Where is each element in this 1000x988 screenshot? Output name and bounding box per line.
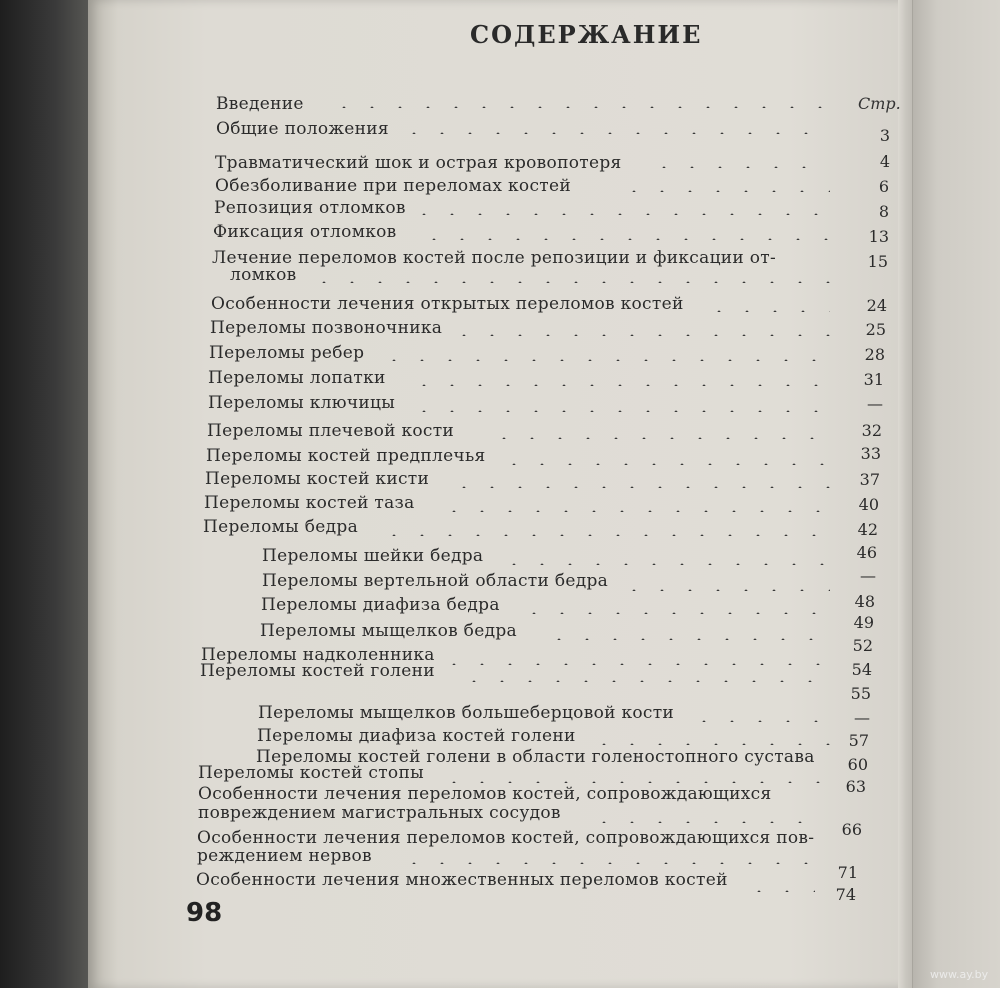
leader-dots bbox=[520, 612, 830, 614]
leader-dots bbox=[440, 510, 830, 512]
toc-page-number: 40 bbox=[858, 495, 879, 514]
toc-sub-entry: Переломы вертельной области бедра bbox=[262, 571, 609, 591]
toc-page-number: — bbox=[867, 394, 883, 413]
toc-entry: Репозиция отломков bbox=[214, 198, 406, 218]
toc-entry: ломков bbox=[230, 265, 297, 285]
toc-entry: Переломы костей стопы bbox=[198, 763, 424, 783]
toc-entry: Переломы надколенника bbox=[201, 645, 435, 665]
toc-entry: Переломы костей голени bbox=[200, 661, 435, 681]
toc-entry: Переломы костей таза bbox=[204, 493, 415, 513]
leader-dots bbox=[400, 862, 810, 864]
toc-sub-entry: Переломы диафиза бедра bbox=[261, 595, 500, 615]
page-title: СОДЕРЖАНИЕ bbox=[470, 20, 703, 49]
toc-entry: Общие положения bbox=[216, 119, 389, 139]
toc-page-number: 32 bbox=[861, 421, 882, 440]
toc-entry: Травматический шок и острая кровопотеря bbox=[215, 153, 622, 173]
toc-page-number: 52 bbox=[852, 636, 873, 655]
toc-page-number: — bbox=[854, 708, 870, 727]
toc-entry: Переломы лопатки bbox=[208, 368, 386, 388]
toc-page-number: 42 bbox=[857, 520, 878, 539]
toc-page-number: 24 bbox=[866, 296, 887, 315]
toc-sub-entry: Переломы костей голени в области голеностопного сустава bbox=[256, 747, 815, 767]
leader-dots bbox=[310, 281, 830, 283]
toc-page-number: 31 bbox=[863, 370, 884, 389]
leader-dots bbox=[410, 410, 830, 412]
toc-entry: Особенности лечения переломов костей, сопровождающихся bbox=[198, 784, 772, 804]
toc-entry: Введение bbox=[216, 94, 304, 114]
leader-dots bbox=[330, 106, 830, 108]
toc-entry: Фиксация отломков bbox=[213, 222, 397, 242]
toc-entry: Обезболивание при переломах костей bbox=[215, 176, 571, 196]
toc-page-number: 15 bbox=[867, 252, 888, 271]
watermark: www.ay.by bbox=[930, 968, 989, 981]
toc-entry: повреждением магистральных сосудов bbox=[198, 803, 561, 823]
leader-dots bbox=[420, 238, 830, 240]
toc-page-number: 3 bbox=[879, 126, 890, 145]
toc-page-number: 33 bbox=[860, 444, 881, 463]
leader-dots bbox=[440, 663, 830, 665]
toc-page-number: 46 bbox=[856, 543, 877, 562]
toc-page-number: 66 bbox=[841, 820, 862, 839]
toc-entry: реждением нервов bbox=[197, 846, 372, 866]
toc-entry: Особенности лечения переломов костей, сопровождающихся пов- bbox=[197, 828, 815, 848]
toc-entry: Переломы ребер bbox=[209, 343, 365, 363]
leader-dots bbox=[450, 334, 830, 336]
page-folio-number: 98 bbox=[186, 898, 223, 928]
leader-dots bbox=[590, 821, 810, 823]
toc-entry: Переломы позвоночника bbox=[210, 318, 443, 338]
leader-dots bbox=[490, 437, 830, 439]
toc-page-number: 8 bbox=[878, 202, 889, 221]
toc-entry: Переломы костей кисти bbox=[205, 469, 430, 489]
toc-page-number: 63 bbox=[845, 777, 866, 796]
leader-dots bbox=[500, 563, 830, 565]
leader-dots bbox=[545, 638, 830, 640]
toc-entry: Переломы плечевой кости bbox=[207, 421, 455, 441]
toc-page-number: 71 bbox=[837, 863, 858, 882]
toc-page-number: — bbox=[860, 566, 876, 585]
toc-page-number: 54 bbox=[851, 660, 872, 679]
leader-dots bbox=[745, 890, 815, 892]
leader-dots bbox=[620, 190, 830, 192]
page-column-label: Стр. bbox=[858, 94, 901, 113]
leader-dots bbox=[590, 743, 830, 745]
toc-page-number: 74 bbox=[835, 885, 856, 904]
toc-sub-entry: Переломы мыщелков бедра bbox=[260, 621, 517, 641]
leader-dots bbox=[380, 359, 830, 361]
leader-dots bbox=[440, 781, 830, 783]
leader-dots bbox=[705, 310, 830, 312]
toc-page-number: 37 bbox=[859, 470, 880, 489]
toc-page-number: 49 bbox=[853, 613, 874, 632]
toc-page-number: 4 bbox=[879, 152, 890, 171]
toc-page-number: 48 bbox=[854, 592, 875, 611]
toc-sub-entry: Переломы мыщелков большеберцовой кости bbox=[258, 703, 675, 723]
toc-page-number: 60 bbox=[847, 755, 868, 774]
toc-page-number: 25 bbox=[865, 320, 886, 339]
toc-entry: Переломы бедра bbox=[203, 517, 359, 537]
leader-dots bbox=[410, 213, 830, 215]
leader-dots bbox=[380, 534, 830, 536]
toc-entry: Особенности лечения открытых переломов костей bbox=[211, 294, 684, 314]
toc-page-number: 55 bbox=[850, 684, 871, 703]
leader-dots bbox=[650, 166, 830, 168]
toc-sub-entry: Переломы шейки бедра bbox=[262, 546, 484, 566]
toc-entry: Переломы ключицы bbox=[208, 393, 396, 413]
toc-entry: Лечение переломов костей после репозиции и фиксации от- bbox=[212, 248, 777, 268]
leader-dots bbox=[690, 720, 830, 722]
toc-entry: Особенности лечения множественных переломов костей bbox=[196, 870, 728, 890]
toc-page-number: 6 bbox=[878, 177, 889, 196]
toc-sub-entry: Переломы диафиза костей голени bbox=[257, 726, 576, 746]
toc-entry: Переломы костей предплечья bbox=[206, 446, 486, 466]
book-left-cover bbox=[0, 0, 92, 988]
leader-dots bbox=[460, 680, 830, 682]
toc-page-number: 57 bbox=[848, 731, 869, 750]
leader-dots bbox=[400, 132, 830, 134]
leader-dots bbox=[410, 384, 830, 386]
leader-dots bbox=[620, 589, 830, 591]
toc-page-number: 28 bbox=[864, 345, 885, 364]
next-page bbox=[912, 0, 1000, 988]
leader-dots bbox=[450, 486, 830, 488]
toc-page-number: 13 bbox=[868, 227, 889, 246]
leader-dots bbox=[500, 463, 830, 465]
